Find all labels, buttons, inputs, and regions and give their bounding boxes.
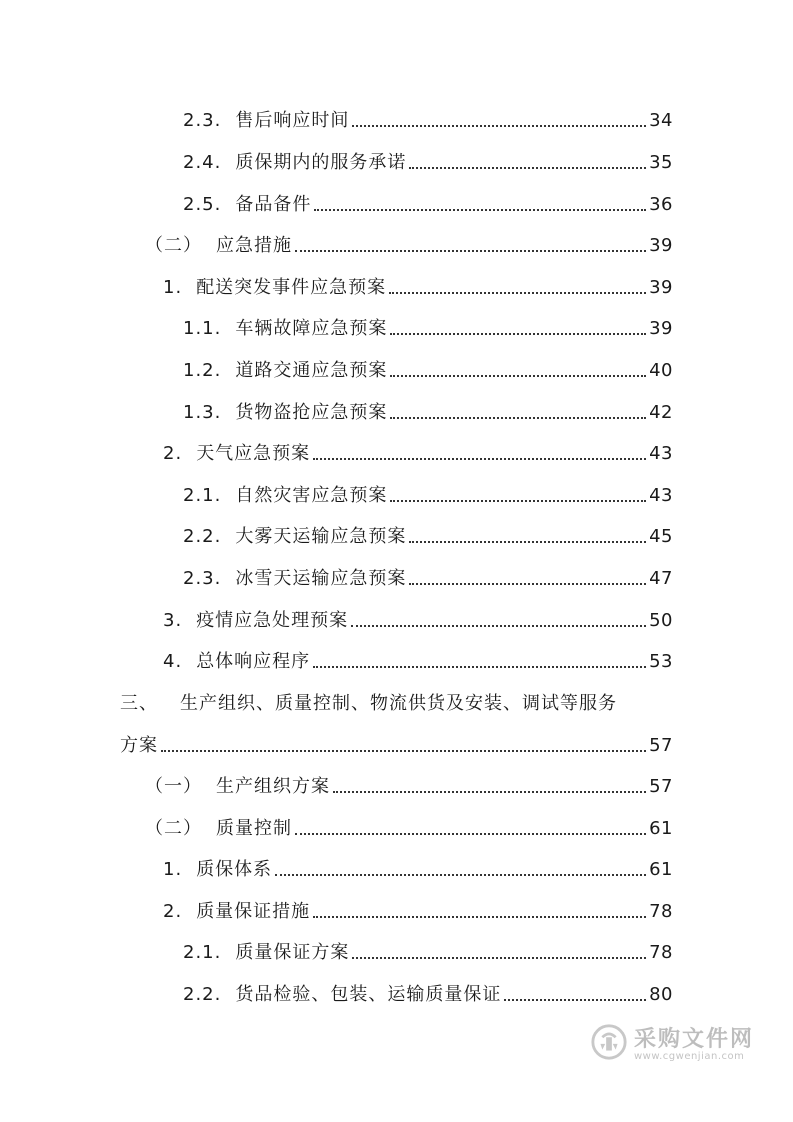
toc-entry-page: 47 — [649, 568, 673, 589]
toc-entry-number: 2.1. — [183, 485, 222, 506]
dot-leader — [313, 666, 646, 668]
toc-entry-page: 50 — [649, 610, 673, 631]
toc-entry-page: 45 — [649, 526, 673, 547]
toc-entry-page: 61 — [649, 818, 673, 839]
toc-entry-number: 3. — [163, 610, 183, 631]
dot-leader — [333, 791, 646, 793]
dot-leader — [295, 833, 646, 835]
toc-entry-title: 质量保证措施 — [196, 901, 311, 922]
toc-entry-number: （一） — [145, 776, 202, 797]
toc-entry[interactable] — [183, 974, 673, 1006]
toc-entry-title: 天气应急预案 — [196, 443, 311, 464]
toc-entry-page: 39 — [649, 277, 673, 298]
toc-entry-continuation[interactable] — [120, 725, 673, 757]
watermark-url: www.cgwenjian.com — [634, 1051, 745, 1062]
toc-entry[interactable] — [183, 100, 673, 132]
toc-entry-page: 57 — [649, 776, 673, 797]
dot-leader — [390, 417, 646, 419]
toc-entry-title: 冰雪天运输应急预案 — [235, 568, 407, 589]
toc-entry[interactable] — [183, 475, 673, 507]
toc-entry-number: （二） — [145, 235, 202, 256]
toc-entry-title: 质保体系 — [196, 859, 273, 880]
watermark-name: 采购文件网 — [634, 1027, 755, 1052]
dot-leader — [409, 583, 646, 585]
toc-entry-number: 2.4. — [183, 152, 222, 173]
dot-leader — [504, 999, 646, 1001]
watermark-logo-icon — [590, 1023, 628, 1061]
toc-entry[interactable] — [183, 516, 673, 548]
dot-leader — [313, 916, 646, 918]
toc-entry-page: 34 — [649, 110, 673, 131]
toc-entry-title: 质量控制 — [216, 818, 292, 839]
toc-entry-number: 2. — [163, 901, 183, 922]
toc-entry[interactable] — [163, 433, 673, 465]
toc-entry-number: 2.5. — [183, 194, 222, 215]
toc-entry-page: 78 — [649, 942, 673, 963]
toc-entry-number: 1. — [163, 859, 183, 880]
toc-entry-number: 4. — [163, 651, 183, 672]
toc-entry-page: 43 — [649, 485, 673, 506]
dot-leader — [390, 500, 646, 502]
toc-entry[interactable] — [163, 600, 673, 632]
dot-leader — [409, 167, 646, 169]
toc-entry-title: 生产组织、质量控制、物流供货及安装、调试等服务 — [180, 693, 617, 714]
toc-entry-title: 疫情应急处理预案 — [196, 610, 349, 631]
toc-entry[interactable] — [183, 932, 673, 964]
toc-entry[interactable] — [163, 641, 673, 673]
toc-entry[interactable] — [183, 308, 673, 340]
toc-entry-page: 57 — [649, 735, 673, 756]
toc-entry-page: 80 — [649, 984, 673, 1005]
toc-entry-page: 35 — [649, 152, 673, 173]
toc-entry-title: 生产组织方案 — [216, 776, 330, 797]
toc-entry[interactable] — [183, 184, 673, 216]
toc-entry-title: 自然灾害应急预案 — [235, 485, 388, 506]
toc-entry-number: 1.3. — [183, 402, 222, 423]
dot-leader — [313, 458, 646, 460]
toc-entry-page: 39 — [649, 235, 673, 256]
dot-leader — [275, 874, 646, 876]
toc-entry-page: 42 — [649, 402, 673, 423]
toc-entry-title: 道路交通应急预案 — [235, 360, 388, 381]
dot-leader — [409, 541, 646, 543]
toc-chapter-heading[interactable] — [120, 683, 673, 715]
toc-entry-title: 配送突发事件应急预案 — [196, 277, 387, 298]
toc-entry-title: 货物盗抢应急预案 — [235, 402, 388, 423]
watermark-text — [634, 1022, 754, 1062]
dot-leader — [351, 625, 646, 627]
watermark — [590, 1022, 754, 1062]
toc-entry-page: 78 — [649, 901, 673, 922]
toc-entry-page: 61 — [649, 859, 673, 880]
toc-entry-number: 1. — [163, 277, 183, 298]
toc-entry[interactable] — [145, 225, 673, 257]
dot-leader — [390, 333, 646, 335]
toc-entry-title: 车辆故障应急预案 — [235, 318, 388, 339]
toc-entry-number: 2.3. — [183, 568, 222, 589]
toc-entry-title: 质量保证方案 — [235, 942, 350, 963]
toc-entry[interactable] — [163, 891, 673, 923]
dot-leader — [314, 209, 646, 211]
dot-leader — [389, 292, 646, 294]
toc-entry-title: 备品备件 — [235, 194, 312, 215]
toc-entry-page: 53 — [649, 651, 673, 672]
toc-entry[interactable] — [183, 142, 673, 174]
toc-entry[interactable] — [183, 558, 673, 590]
toc-entry-number: 2.3. — [183, 110, 222, 131]
toc-entry-number: 2. — [163, 443, 183, 464]
dot-leader — [352, 125, 646, 127]
toc-entry-page: 43 — [649, 443, 673, 464]
toc-entry-title: 大雾天运输应急预案 — [235, 526, 407, 547]
toc-entry-page: 39 — [649, 318, 673, 339]
toc-entry-title: 应急措施 — [216, 235, 292, 256]
dot-leader — [390, 375, 646, 377]
toc-entry-number: 1.1. — [183, 318, 222, 339]
toc-entry-number: 三、 — [120, 693, 158, 714]
toc-entry[interactable] — [145, 808, 673, 840]
toc-entry[interactable] — [183, 392, 673, 424]
toc-entry-page: 40 — [649, 360, 673, 381]
toc-entry-number: 2.2. — [183, 526, 222, 547]
toc-entry-number: 2.2. — [183, 984, 222, 1005]
toc-entry[interactable] — [163, 849, 673, 881]
toc-entry-title-continued: 方案 — [120, 735, 158, 756]
dot-leader — [161, 750, 646, 752]
toc-entry-number: （二） — [145, 818, 202, 839]
toc-entry-title: 总体响应程序 — [196, 651, 311, 672]
toc-entry-number: 1.2. — [183, 360, 222, 381]
toc-entry-number: 2.1. — [183, 942, 222, 963]
dot-leader — [295, 250, 646, 252]
toc-entry-page: 36 — [649, 194, 673, 215]
toc-entry[interactable] — [145, 766, 673, 798]
toc-entry[interactable] — [163, 267, 673, 299]
dot-leader — [352, 957, 646, 959]
toc-entry-title: 货品检验、包装、运输质量保证 — [235, 984, 502, 1005]
toc-entry-title: 质保期内的服务承诺 — [235, 152, 407, 173]
toc-entry-title: 售后响应时间 — [235, 110, 350, 131]
toc-entry[interactable] — [183, 350, 673, 382]
